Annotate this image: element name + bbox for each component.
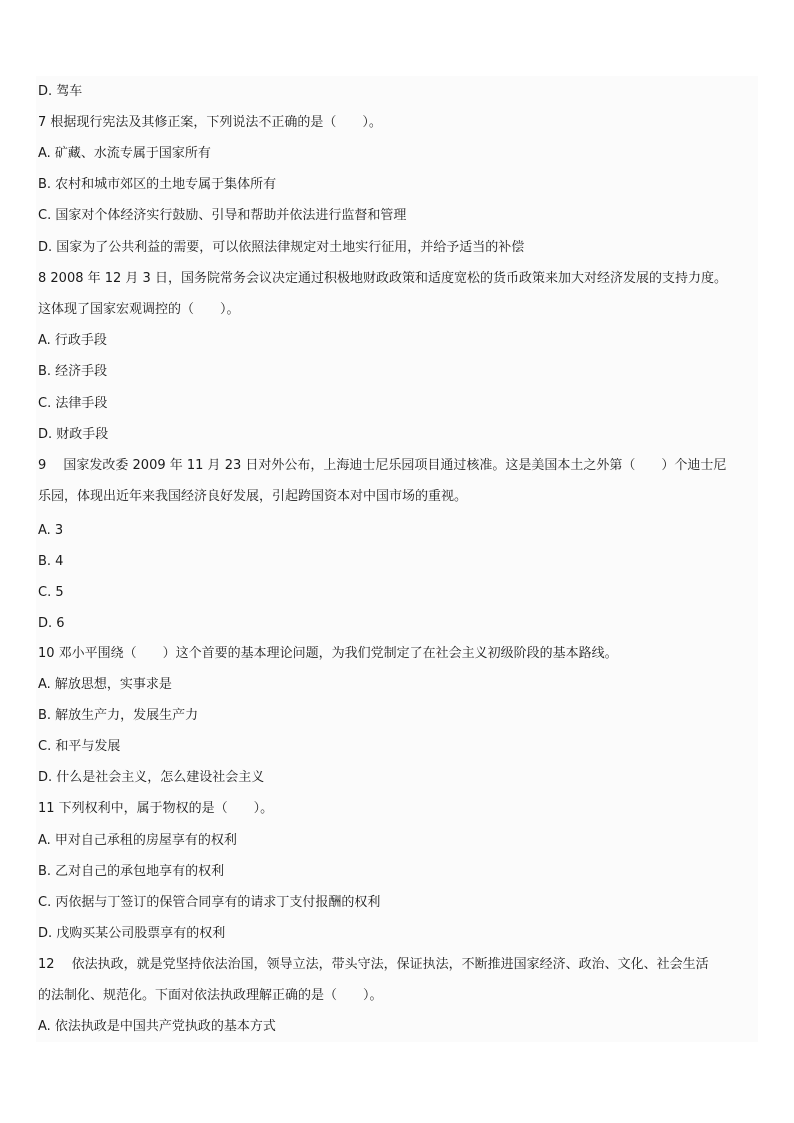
option-a-q12: A. 依法执政是中国共产党执政的基本方式 bbox=[38, 1019, 276, 1034]
question-8-cont: 这体现了国家宏观调控的（ ）。 bbox=[38, 302, 240, 317]
question-9: 9 国家发改委 2009 年 11 月 23 日对外公布，上海迪士尼乐园项目通过核准。这是美国本土之外第（ ）个迪士尼 bbox=[38, 458, 727, 473]
question-8: 8 2008 年 12 月 3 日，国务院常务会议决定通过积极地财政政策和适度宽松的货币政策来加大对经济发展的支持力度。 bbox=[38, 271, 727, 286]
question-7: 7 根据现行宪法及其修正案，下列说法不正确的是（ ）。 bbox=[38, 115, 382, 130]
question-10: 10 邓小平围绕（ ）这个首要的基本理论问题，为我们党制定了在社会主义初级阶段的基本路线。 bbox=[38, 646, 618, 661]
option-d-q9: D. 6 bbox=[38, 616, 65, 631]
option-d-q8: D. 财政手段 bbox=[38, 427, 109, 442]
option-c-q9: C. 5 bbox=[38, 585, 64, 600]
option-a-q8: A. 行政手段 bbox=[38, 333, 107, 348]
option-d-q11: D. 戊购买某公司股票享有的权利 bbox=[38, 926, 226, 941]
option-a-q11: A. 甲对自己承租的房屋享有的权利 bbox=[38, 833, 237, 848]
option-c-q8: C. 法律手段 bbox=[38, 396, 108, 411]
option-b-q8: B. 经济手段 bbox=[38, 364, 108, 379]
question-12-cont: 的法制化、规范化。下面对依法执政理解正确的是（ ）。 bbox=[38, 988, 383, 1003]
option-a-q7: A. 矿藏、水流专属于国家所有 bbox=[38, 146, 211, 161]
option-b-q10: B. 解放生产力，发展生产力 bbox=[38, 708, 199, 723]
option-b-q11: B. 乙对自己的承包地享有的权利 bbox=[38, 864, 225, 879]
option-b-q7: B. 农村和城市郊区的土地专属于集体所有 bbox=[38, 177, 277, 192]
option-d-q10: D. 什么是社会主义，怎么建设社会主义 bbox=[38, 770, 265, 785]
option-b-q9: B. 4 bbox=[38, 554, 64, 569]
option-c-q11: C. 丙依据与丁签订的保管合同享有的请求丁支付报酬的权利 bbox=[38, 895, 381, 910]
question-12: 12 依法执政，就是党坚持依法治国，领导立法，带头守法，保证执法，不断推进国家经济、政治、文化、社会生活 bbox=[38, 957, 709, 972]
option-c-q10: C. 和平与发展 bbox=[38, 739, 121, 754]
question-9-cont: 乐园，体现出近年来我国经济良好发展，引起跨国资本对中国市场的重视。 bbox=[38, 489, 468, 504]
option-d-q6: D. 驾车 bbox=[38, 84, 83, 99]
question-11: 11 下列权利中，属于物权的是（ ）。 bbox=[38, 801, 274, 816]
option-d-q7: D. 国家为了公共利益的需要，可以依照法律规定对土地实行征用，并给予适当的补偿 bbox=[38, 240, 525, 255]
option-c-q7: C. 国家对个体经济实行鼓励、引导和帮助并依法进行监督和管理 bbox=[38, 208, 407, 223]
option-a-q10: A. 解放思想，实事求是 bbox=[38, 677, 172, 692]
option-a-q9: A. 3 bbox=[38, 523, 64, 538]
